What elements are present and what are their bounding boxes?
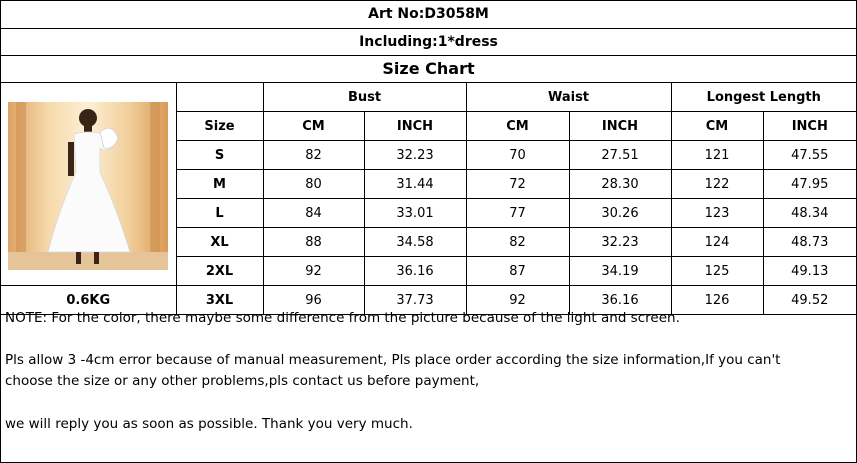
value-cell: 80 — [263, 170, 364, 199]
value-cell: 125 — [671, 257, 763, 286]
value-cell: 87 — [466, 257, 569, 286]
package-contents: Including:1*dress — [1, 29, 856, 56]
value-cell: 30.26 — [569, 199, 671, 228]
value-cell: 36.16 — [364, 257, 466, 286]
value-cell: 70 — [466, 141, 569, 170]
unit-header: CM — [671, 112, 763, 141]
value-cell: 34.19 — [569, 257, 671, 286]
value-cell: 48.34 — [763, 199, 856, 228]
waist-header: Waist — [466, 83, 671, 112]
art-number: Art No:D3058M — [1, 1, 856, 29]
value-cell: 31.44 — [364, 170, 466, 199]
value-cell: 126 — [671, 286, 763, 315]
size-table — [1, 83, 856, 315]
value-cell: 82 — [466, 228, 569, 257]
value-cell: 82 — [263, 141, 364, 170]
product-photo — [8, 102, 168, 270]
size-header: Size — [176, 112, 263, 141]
value-cell: 96 — [263, 286, 364, 315]
unit-header: CM — [263, 112, 364, 141]
unit-header: INCH — [569, 112, 671, 141]
value-cell: 27.51 — [569, 141, 671, 170]
size-cell: 2XL — [176, 257, 263, 286]
value-cell: 88 — [263, 228, 364, 257]
length-header: Longest Length — [671, 83, 856, 112]
error-note-line2: choose the size or any other problems,pls contact us before payment, — [5, 373, 480, 389]
value-cell: 32.23 — [364, 141, 466, 170]
value-cell: 122 — [671, 170, 763, 199]
value-cell: 47.95 — [763, 170, 856, 199]
size-chart-title: Size Chart — [1, 56, 856, 83]
reply-note: we will reply you as soon as possible. Thank you very much. — [5, 416, 413, 432]
value-cell: 84 — [263, 199, 364, 228]
unit-header: CM — [466, 112, 569, 141]
error-note-line1: Pls allow 3 -4cm error because of manual measurement, Pls place order according the size information,If you can't — [5, 352, 781, 368]
unit-header: INCH — [763, 112, 856, 141]
product-photo-cell — [1, 83, 176, 286]
size-cell: S — [176, 141, 263, 170]
size-cell: L — [176, 199, 263, 228]
weight-cell: 0.6KG — [1, 286, 176, 315]
table-group-header-row — [1, 83, 856, 112]
value-cell: 92 — [263, 257, 364, 286]
unit-header: INCH — [364, 112, 466, 141]
value-cell: 123 — [671, 199, 763, 228]
value-cell: 121 — [671, 141, 763, 170]
value-cell: 37.73 — [364, 286, 466, 315]
size-cell: M — [176, 170, 263, 199]
size-cell: 3XL — [176, 286, 263, 315]
value-cell: 33.01 — [364, 199, 466, 228]
value-cell: 32.23 — [569, 228, 671, 257]
color-note: NOTE: For the color, there maybe some difference from the picture because of the light and screen. — [5, 310, 680, 326]
value-cell: 48.73 — [763, 228, 856, 257]
blank-header-cell — [176, 83, 263, 112]
bust-header: Bust — [263, 83, 466, 112]
value-cell: 77 — [466, 199, 569, 228]
value-cell: 124 — [671, 228, 763, 257]
value-cell: 47.55 — [763, 141, 856, 170]
value-cell: 72 — [466, 170, 569, 199]
value-cell: 49.13 — [763, 257, 856, 286]
size-cell: XL — [176, 228, 263, 257]
value-cell: 49.52 — [763, 286, 856, 315]
value-cell: 28.30 — [569, 170, 671, 199]
value-cell: 36.16 — [569, 286, 671, 315]
value-cell: 34.58 — [364, 228, 466, 257]
value-cell: 92 — [466, 286, 569, 315]
